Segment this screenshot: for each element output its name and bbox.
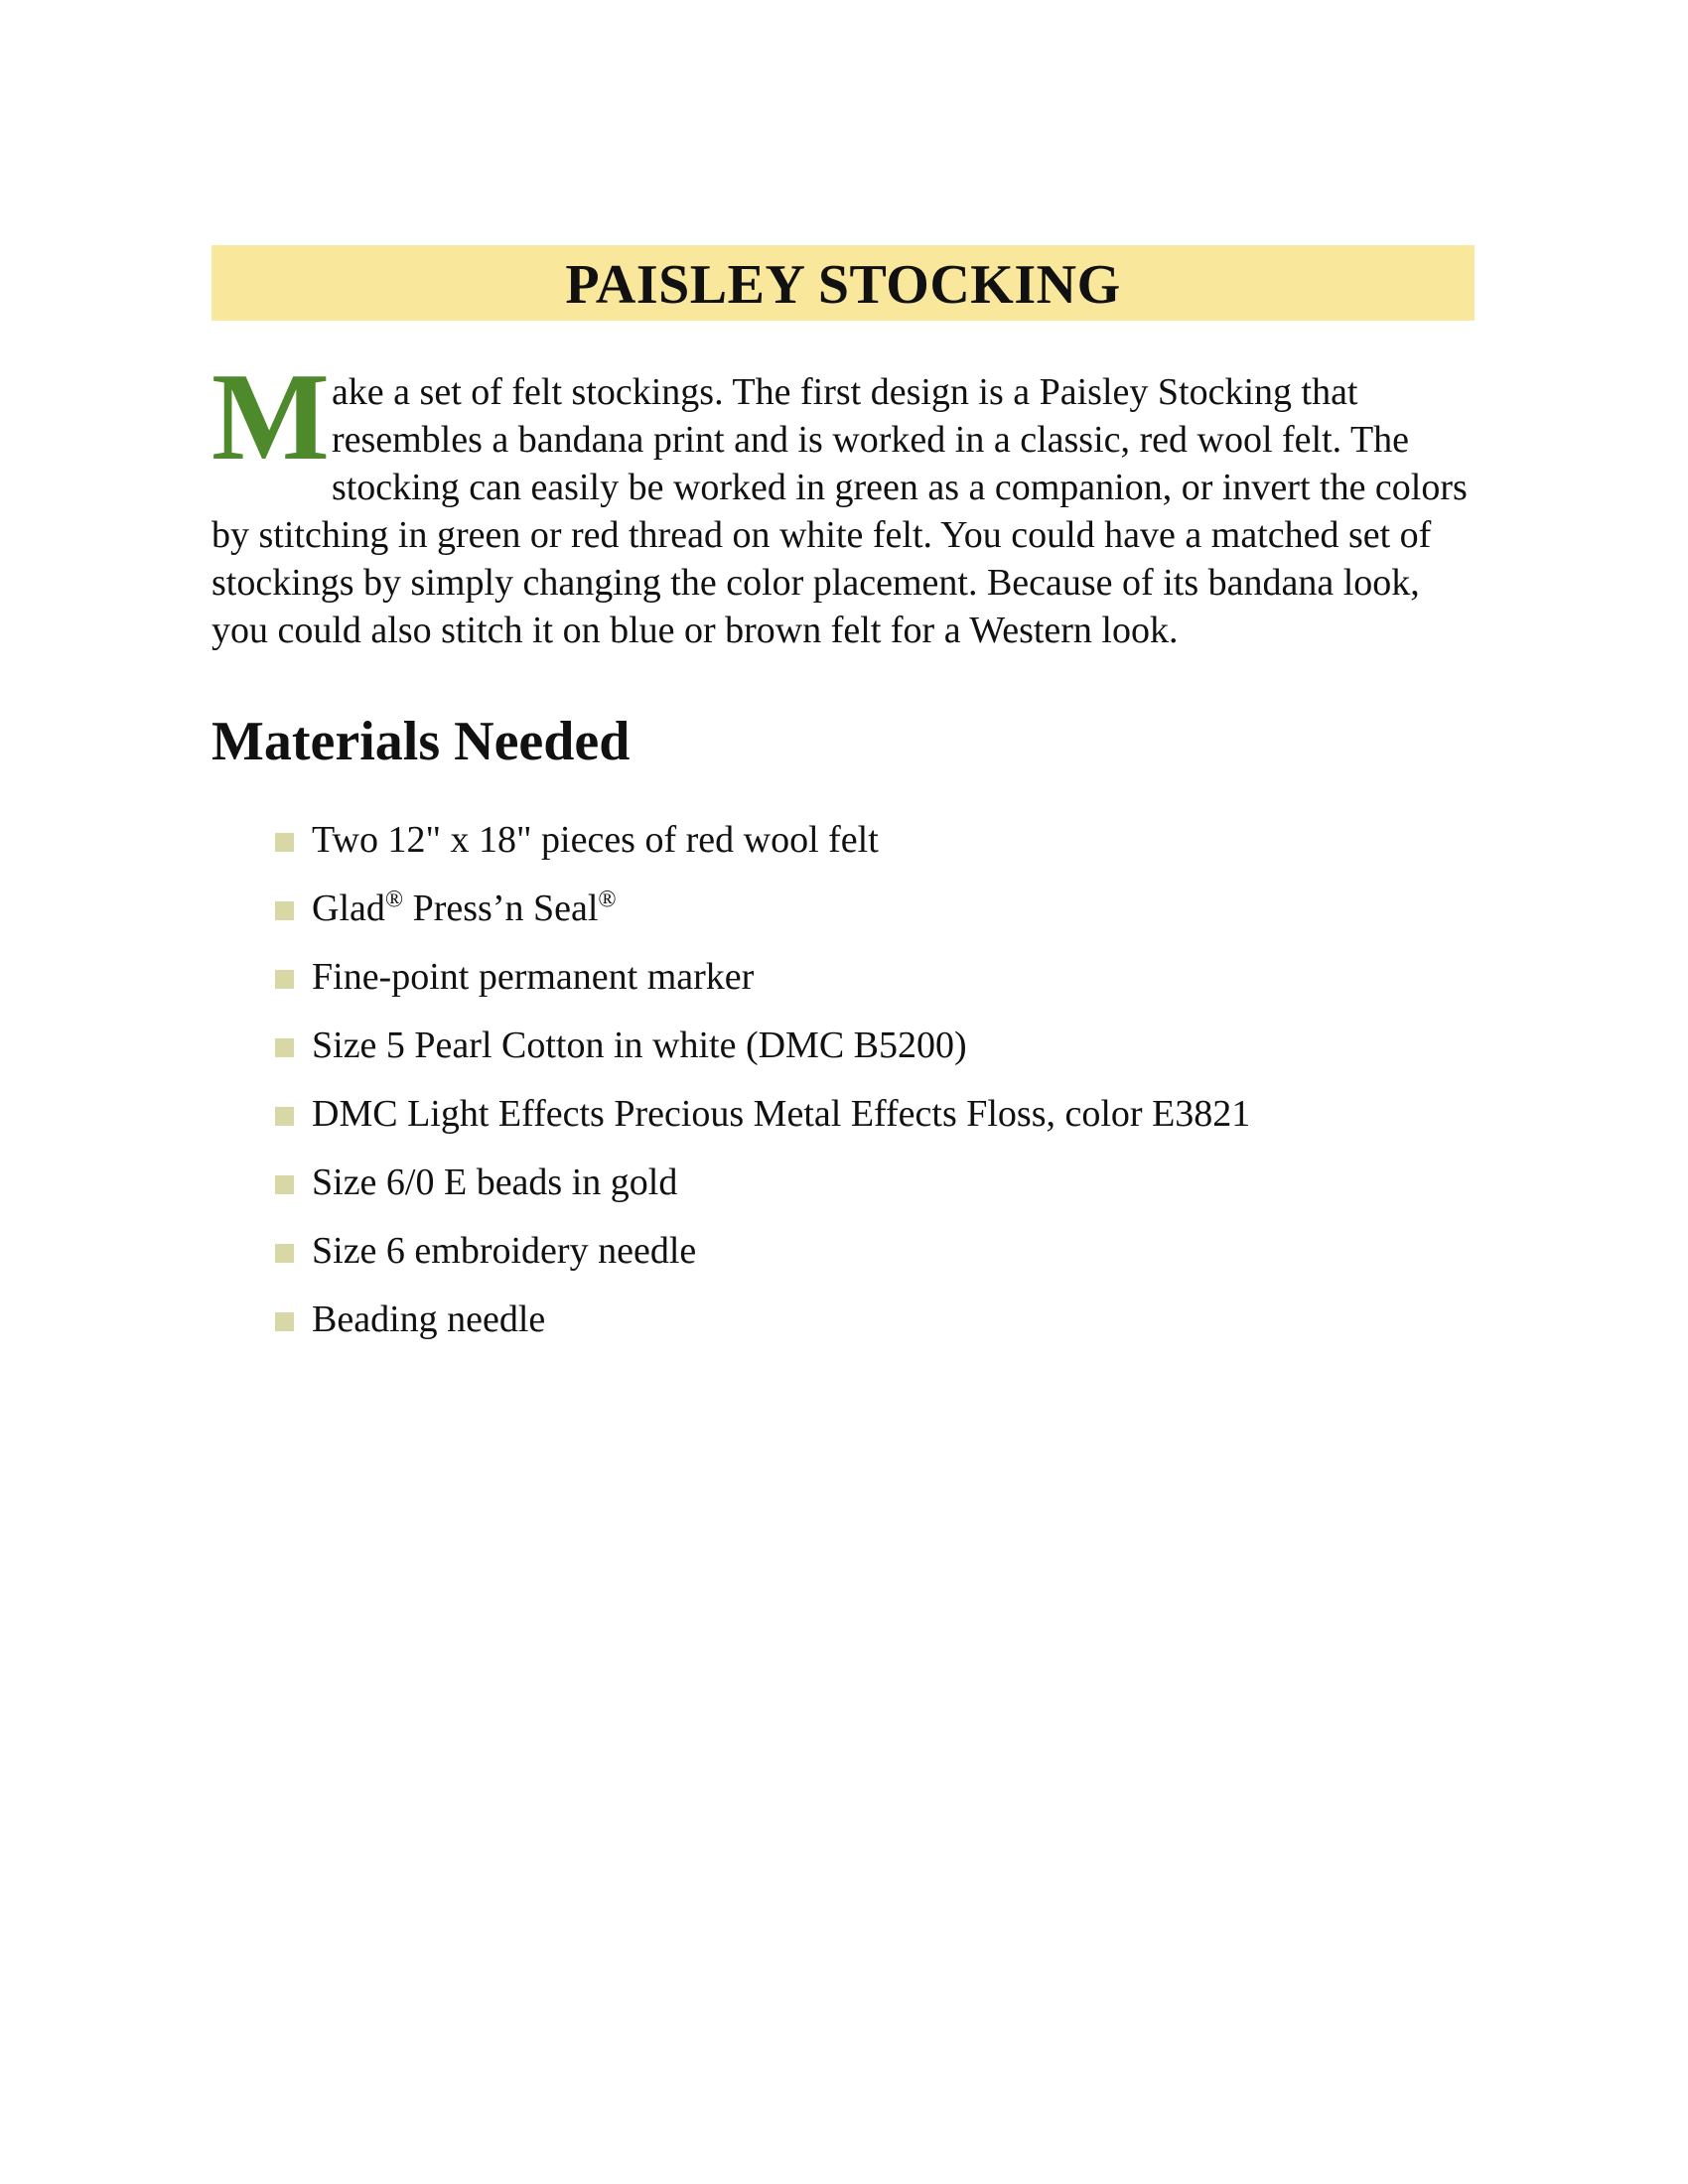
list-item-text-part: Glad (312, 887, 385, 929)
list-item-text: Two 12" x 18" pieces of red wool felt (312, 818, 879, 861)
square-bullet-icon (275, 1312, 294, 1331)
square-bullet-icon (275, 833, 294, 852)
list-item-text: Beading needle (312, 1297, 546, 1340)
list-item (275, 805, 1475, 874)
list-item (275, 1216, 1475, 1285)
list-item (275, 874, 1475, 942)
list-item (275, 1011, 1475, 1079)
square-bullet-icon (275, 1107, 294, 1126)
square-bullet-icon (275, 1175, 294, 1194)
intro-paragraph (211, 348, 1469, 654)
drop-cap: M (211, 348, 330, 486)
materials-heading: Materials Needed (211, 711, 631, 772)
square-bullet-icon (275, 1038, 294, 1057)
list-item-text: Size 6 embroidery needle (312, 1229, 697, 1272)
list-item-text: DMC Light Effects Precious Metal Effects Floss, color E3821 (312, 1092, 1251, 1135)
registered-mark: ® (384, 886, 404, 912)
list-item-text: Fine-point permanent marker (312, 955, 755, 998)
list-item (275, 1285, 1475, 1353)
document-page (211, 245, 1475, 1353)
list-item-text-part: Press’n Seal (403, 887, 599, 929)
list-item-text (312, 887, 617, 930)
registered-mark: ® (598, 886, 617, 912)
square-bullet-icon (275, 1244, 294, 1263)
page-title: PAISLEY STOCKING (565, 254, 1121, 316)
list-item (275, 942, 1475, 1011)
list-item-text: Size 6/0 E beads in gold (312, 1160, 678, 1203)
square-bullet-icon (275, 970, 294, 989)
intro-text: ake a set of felt stockings. The first design is a Paisley Stocking that resembles a bandana print and is worked in a classic, red wool felt. The stocking can easily be worked in green as a companion, or invert the colors by stitching in green or red thread on white felt. You could have a matched set of stockings by simply changing the color placement. Because of its bandana look, you could also stitch it on blue or brown felt for a Western look. (211, 371, 1468, 651)
square-bullet-icon (275, 901, 294, 920)
list-item (275, 1148, 1475, 1216)
title-banner (211, 245, 1475, 321)
materials-list (211, 805, 1475, 1353)
list-item-text: Size 5 Pearl Cotton in white (DMC B5200) (312, 1024, 967, 1066)
list-item (275, 1079, 1475, 1148)
